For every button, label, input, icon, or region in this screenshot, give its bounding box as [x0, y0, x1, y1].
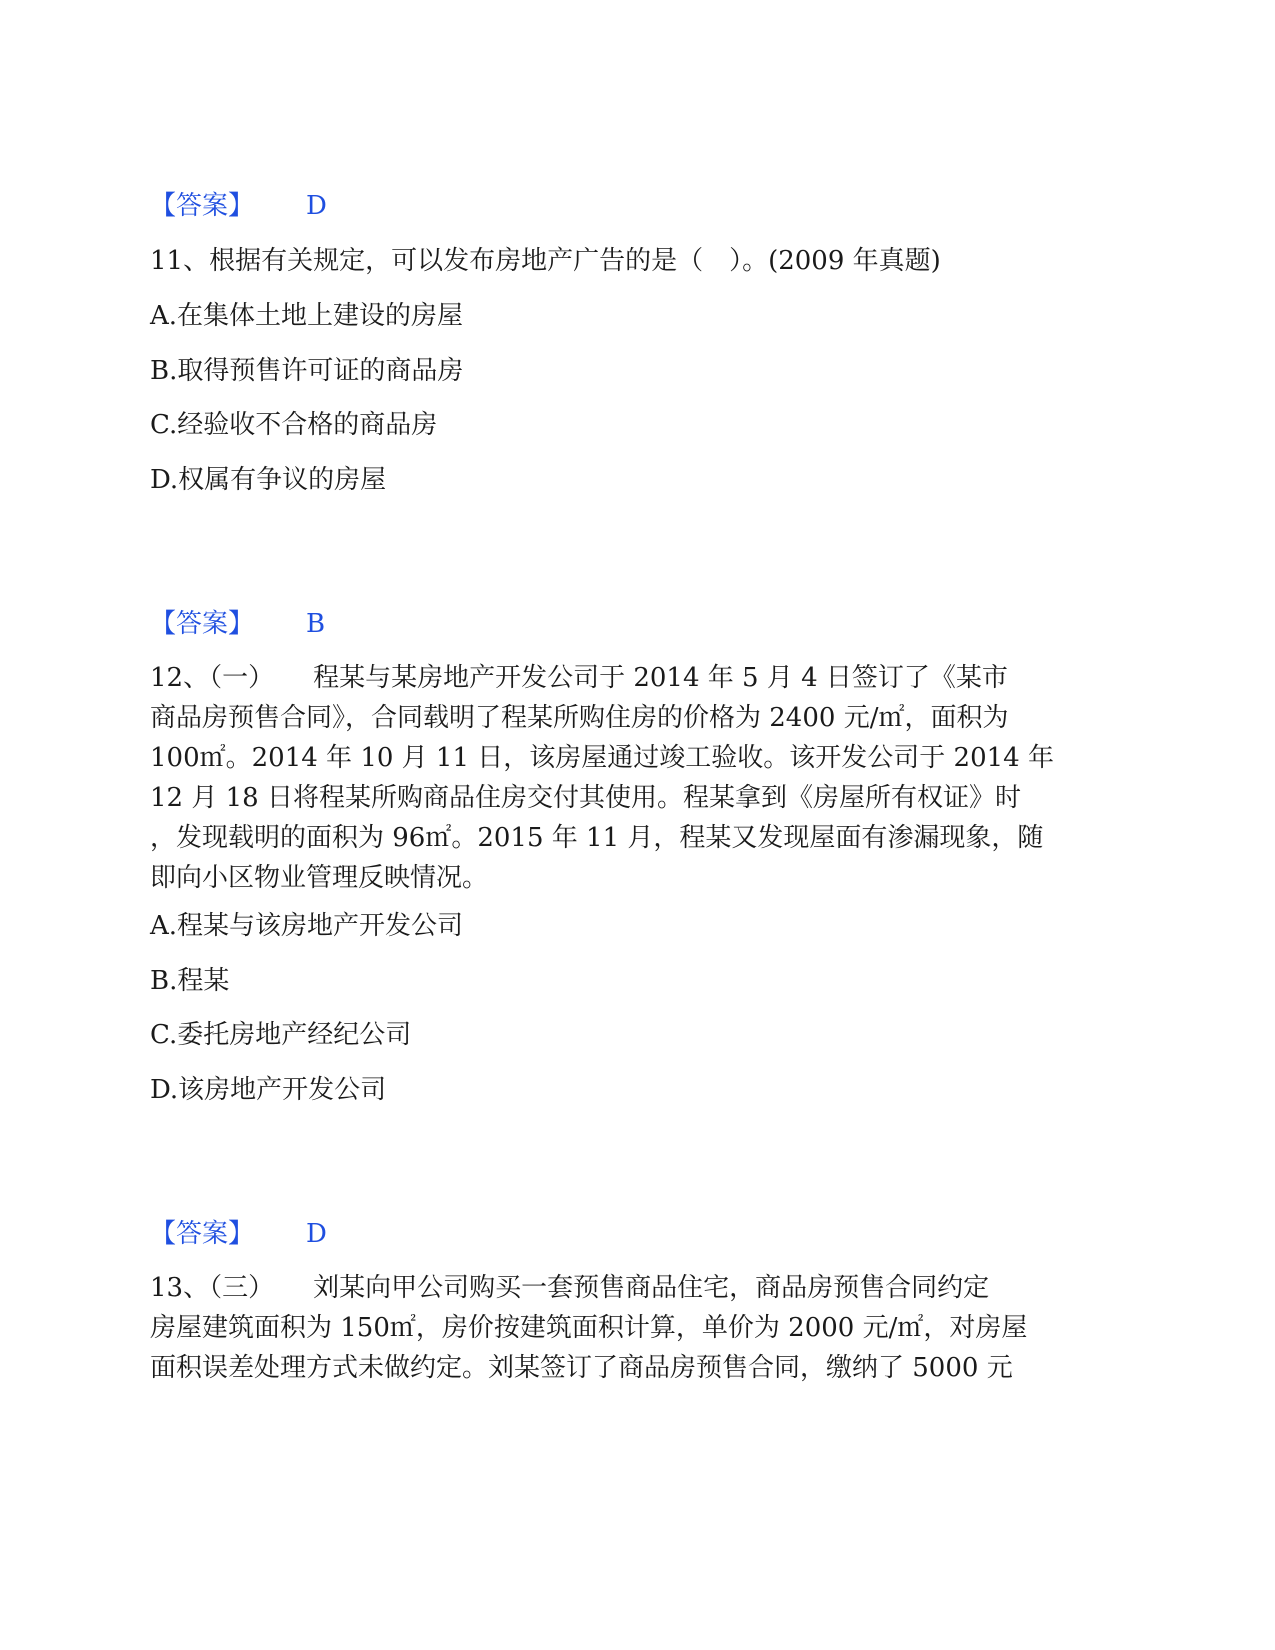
stem-line: 商品房预售合同》，合同载明了程某所购住房的价格为 2400 元/㎡，面积为	[150, 703, 1009, 733]
question-12-stem	[150, 658, 1118, 898]
answer-label	[150, 604, 325, 644]
stem-line: 即向小区物业管理反映情况。	[150, 863, 489, 893]
answer-value: D	[306, 1219, 327, 1249]
q11-option-c: C.经验收不合格的商品房	[150, 410, 438, 440]
answer-bracket: 【答案】	[150, 191, 255, 221]
stem-line: 12 月 18 日将程某所购商品住房交付其使用。程某拿到《房屋所有权证》时	[150, 783, 1021, 813]
q11-option-b: B.取得预售许可证的商品房	[150, 356, 464, 386]
q12-option-a: A.程某与该房地产开发公司	[150, 911, 464, 941]
stem-line: 100㎡。2014 年 10 月 11 日，该房屋通过竣工验收。该开发公司于 2014 年	[150, 743, 1054, 773]
q12-option-c: C.委托房地产经纪公司	[150, 1020, 412, 1050]
q11-option-a: A.在集体土地上建设的房屋	[150, 301, 464, 331]
q12-option-b: B.程某	[150, 966, 230, 996]
stem-line: 面积误差处理方式未做约定。刘某签订了商品房预售合同，缴纳了 5000 元	[150, 1353, 1013, 1383]
stem-line: 房屋建筑面积为 150㎡，房价按建筑面积计算，单价为 2000 元/㎡，对房屋	[150, 1313, 1028, 1343]
answer-bracket: 【答案】	[150, 1219, 255, 1249]
stem-line: ，发现载明的面积为 96㎡。2015 年 11 月，程某又发现屋面有渗漏现象，随	[150, 823, 1044, 853]
answer-label	[150, 1214, 327, 1254]
stem-line: 12、（一） 程某与某房地产开发公司于 2014 年 5 月 4 日签订了《某市	[150, 663, 1008, 693]
q11-option-d: D.权属有争议的房屋	[150, 465, 387, 495]
question-11-stem: 11、根据有关规定，可以发布房地产广告的是（ ）。(2009 年真题)	[150, 246, 941, 276]
stem-line: 13、（三） 刘某向甲公司购买一套预售商品住宅，商品房预售合同约定	[150, 1273, 990, 1303]
q12-option-d: D.该房地产开发公司	[150, 1075, 387, 1105]
answer-label	[150, 186, 327, 226]
answer-bracket: 【答案】	[150, 609, 255, 639]
answer-value: B	[306, 609, 326, 639]
question-13-stem	[150, 1268, 1118, 1388]
answer-value: D	[306, 191, 327, 221]
